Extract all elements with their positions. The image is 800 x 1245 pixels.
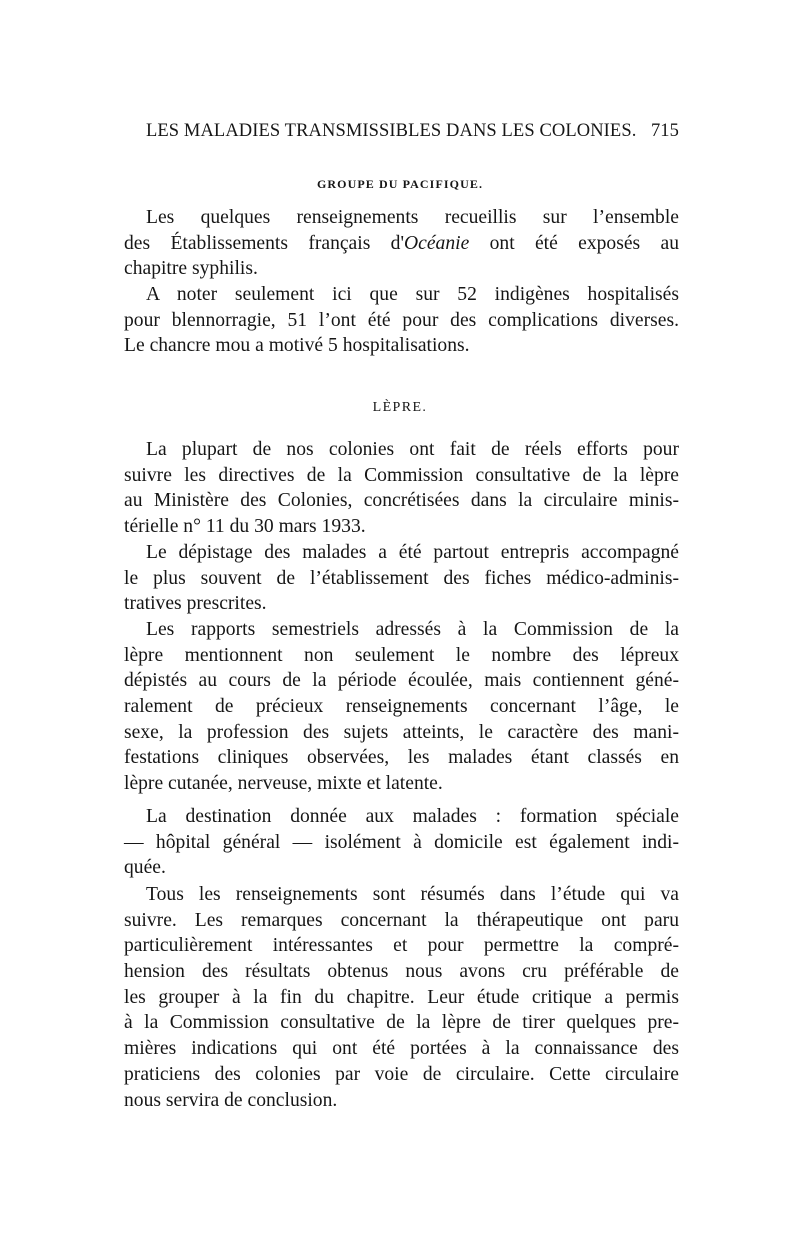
text-line: Le dépistage des malades a été partout entrepris accompagné: [146, 542, 679, 563]
text-line: particulièrement intéressantes et pour permettre la compré-: [124, 935, 679, 957]
section-heading-lepre: LÈPRE.: [372, 400, 428, 415]
text-line: nous servira de conclusion.: [124, 1089, 338, 1111]
paragraph-lepre-5: [124, 882, 679, 1113]
paragraph-lepre-4: [124, 804, 679, 881]
text-line: Tous les renseignements sont résumés dans l’étude qui va: [146, 884, 679, 905]
paragraph-pacifique-1: [124, 205, 679, 282]
text-line: au Ministère des Colonies, concrétisées dans la circulaire minis-: [124, 490, 679, 512]
text-line: le plus souvent de l’établissement des fiches médico-adminis-: [124, 567, 679, 589]
text-line: suivre. Les remarques concernant la thérapeutique ont paru: [124, 909, 679, 931]
text-line: térielle n° 11 du 30 mars 1933.: [124, 516, 366, 538]
text-line: dépistés au cours de la période écoulée, mais contiennent géné-: [124, 670, 679, 692]
text-line: tratives prescrites.: [124, 593, 267, 615]
page-number: 715: [650, 121, 679, 141]
text-line: La plupart de nos colonies ont fait de réels efforts pour: [146, 439, 679, 460]
text-line: Les rapports semestriels adressés à la Commission de la: [146, 619, 679, 640]
paragraph-lepre-1: [124, 437, 679, 540]
text-line: ralement de précieux renseignements concernant l’âge, le: [124, 696, 679, 718]
text-line: les grouper à la fin du chapitre. Leur étude critique a permis: [124, 986, 679, 1008]
text-line: à la Commission consultative de la lèpre de tirer quelques pre-: [124, 1012, 679, 1034]
running-head-title: LES MALADIES TRANSMISSIBLES DANS LES COLONIES.: [146, 121, 637, 141]
text-line: — hôpital général — isolément à domicile est également indi-: [124, 831, 679, 853]
text-segment: ont été exposés au: [469, 232, 679, 254]
text-line: mières indications qui ont été portées à la connaissance des: [124, 1038, 679, 1060]
section-heading-groupe-du-pacifique: GROUPE DU PACIFIQUE.: [316, 177, 484, 191]
text-line: Le chancre mou a motivé 5 hospitalisations.: [124, 335, 470, 357]
text-line: lèpre cutanée, nerveuse, mixte et latente.: [124, 773, 443, 795]
text-line: pour blennorragie, 51 l’ont été pour des complications diverses.: [124, 309, 679, 331]
text-line: A noter seulement ici que sur 52 indigènes hospitalisés: [146, 284, 679, 305]
text-line: chapitre syphilis.: [124, 258, 258, 280]
text-line: quée.: [124, 857, 166, 879]
text-segment: des Établissements français d': [124, 232, 404, 254]
paragraph-lepre-2: [124, 540, 679, 617]
text-line: praticiens des colonies par voie de circulaire. Cette circulaire: [124, 1063, 679, 1085]
place-name-oceanie: Océanie: [403, 232, 470, 254]
text-line: suivre les directives de la Commission consultative de la lèpre: [124, 464, 679, 486]
text-line: Les quelques renseignements recueillis sur l’ensemble: [146, 207, 679, 228]
paragraph-lepre-3: [124, 617, 679, 797]
text-line: festations cliniques observées, les malades étant classés en: [124, 747, 679, 769]
text-line: hension des résultats obtenus nous avons cru préférable de: [124, 961, 679, 983]
text-line: sexe, la profession des sujets atteints, le caractère des mani-: [124, 721, 679, 743]
text-line: La destination donnée aux malades : formation spéciale: [146, 806, 679, 827]
paragraph-pacifique-2: [124, 282, 679, 359]
text-line: [124, 231, 679, 257]
text-line: lèpre mentionnent non seulement le nombre des lépreux: [124, 644, 679, 666]
